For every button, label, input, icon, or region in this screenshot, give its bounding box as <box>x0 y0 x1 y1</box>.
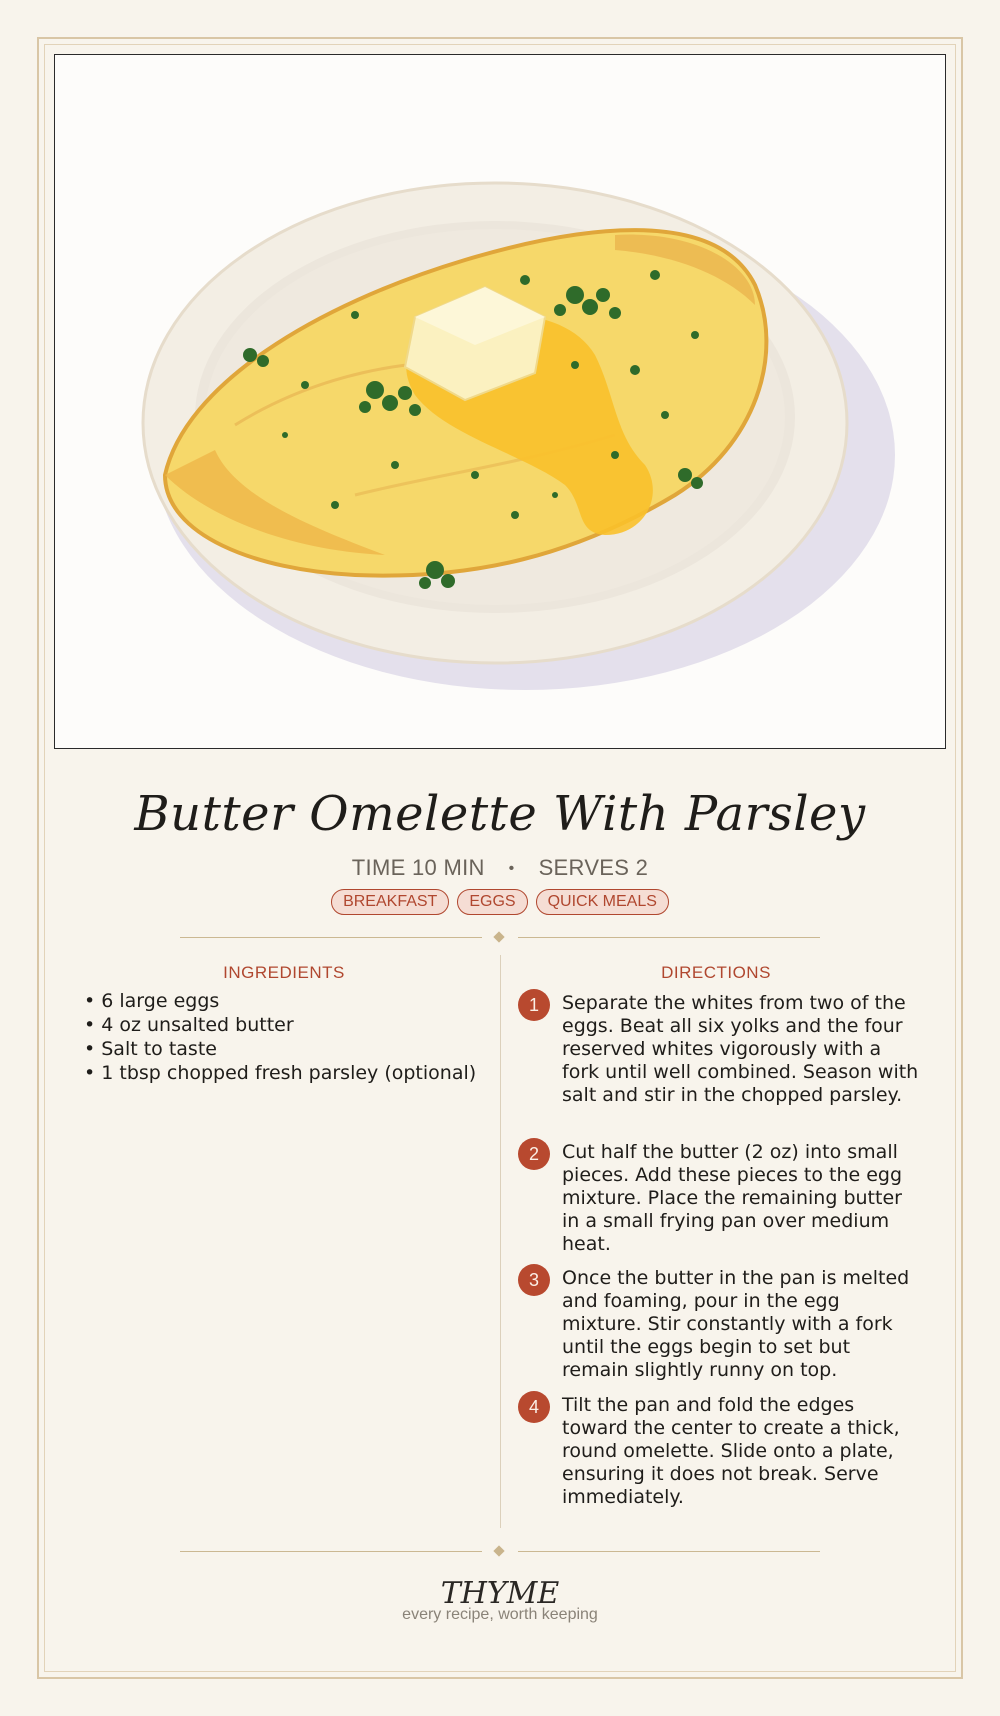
step-number-1: 1 <box>518 989 550 1021</box>
top-divider <box>180 932 820 944</box>
omelette-illustration <box>54 54 946 749</box>
ingredient-item: • 4 oz unsalted butter <box>84 1014 294 1036</box>
recipe-title: Butter Omelette With Parsley <box>134 786 866 842</box>
brand-logo: THYME <box>440 1576 560 1611</box>
ingredient-item: • 6 large eggs <box>84 990 220 1012</box>
recipe-meta <box>0 855 1000 881</box>
serves-label: SERVES 2 <box>538 855 649 880</box>
tag-eggs[interactable]: EGGS <box>457 889 527 915</box>
directions-heading: DIRECTIONS <box>661 963 771 982</box>
tag-quick-meals[interactable]: QUICK MEALS <box>536 889 669 915</box>
ingredient-item: • Salt to taste <box>84 1038 217 1060</box>
brand-tagline: every recipe, worth keeping <box>402 1606 598 1623</box>
step-number-2: 2 <box>518 1138 550 1170</box>
ingredients-heading: INGREDIENTS <box>223 963 345 982</box>
time-label: TIME 10 MIN <box>351 855 485 880</box>
meta-separator: • <box>508 860 515 877</box>
step-text-4: Tilt the pan and fold the edges toward the center to create a thick, round omelette. Slide onto a plate, ensuring it does not break. Serve immediately. <box>562 1394 900 1508</box>
diamond-ornament <box>493 1545 504 1556</box>
step-number-4: 4 <box>518 1391 550 1423</box>
tag-breakfast[interactable]: BREAKFAST <box>331 889 449 915</box>
ingredients-list <box>84 990 494 1086</box>
bottom-divider <box>180 1546 820 1558</box>
step-text-1: Separate the whites from two of the eggs. Beat all six yolks and the four reserved whites vigorously with a fork until well combined. Season with salt and stir in the chopped parsley. <box>562 992 919 1106</box>
step-number-3: 3 <box>518 1264 550 1296</box>
column-divider <box>500 955 501 1528</box>
ingredient-item: • 1 tbsp chopped fresh parsley (optional) <box>84 1062 477 1084</box>
step-text-3: Once the butter in the pan is melted and foaming, pour in the egg mixture. Stir constantly with a fork until the eggs begin to set but remain slightly runny on top. <box>562 1267 910 1381</box>
step-text-2: Cut half the butter (2 oz) into small pieces. Add these pieces to the egg mixture. Place the remaining butter in a small frying pan over medium heat. <box>562 1141 903 1255</box>
diamond-ornament <box>493 931 504 942</box>
tag-list <box>0 889 1000 915</box>
